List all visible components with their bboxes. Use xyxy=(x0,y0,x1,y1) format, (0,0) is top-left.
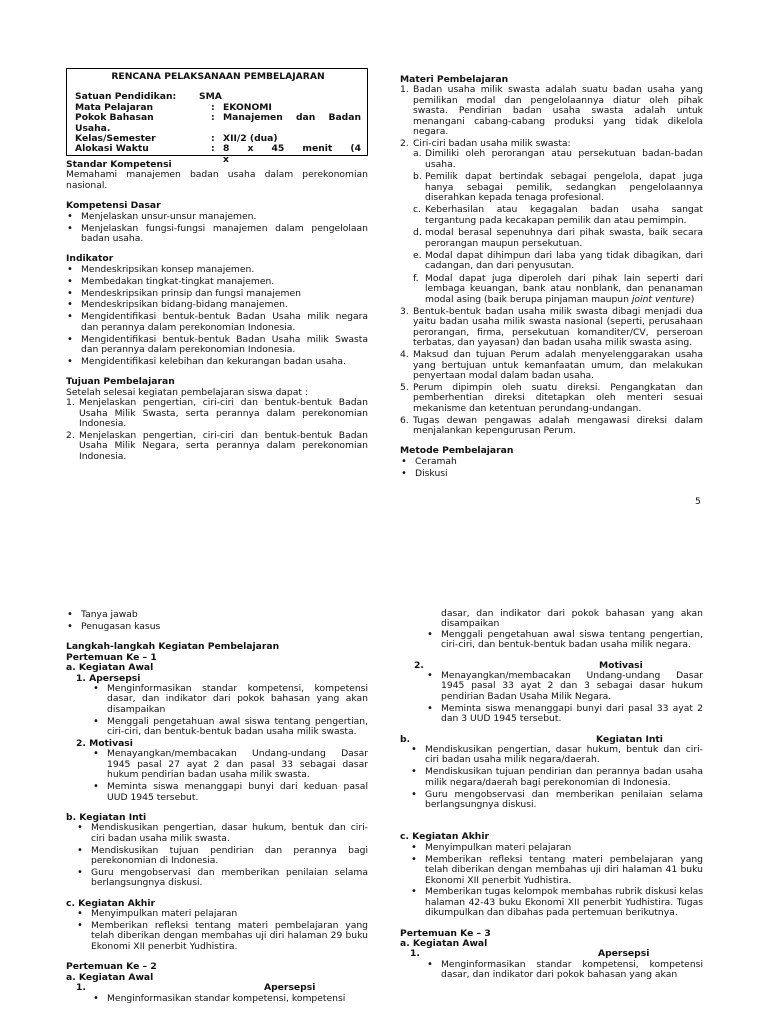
kegiatan-inti-2: b. Kegiatan Inti xyxy=(400,733,663,745)
list-item: • Menginformasikan standar kompetensi, kompetensi dasar, dan indikator dari pokok bahasan yang akan disampaikan xyxy=(92,684,368,715)
list-item: • Memberikan tugas kelompok membahas rubrik diskusi kelas halaman 42-43 buku Ekonomi XII penerbit Yudhistira. Tugas dikumpulkan dan dibahas pada pertemuan berikutnya. xyxy=(410,887,703,918)
list-item: • Menggali pengetahuan awal siswa tentang pengertian, ciri-ciri, dan bentuk-bentuk badan usaha milik negara. xyxy=(426,630,703,651)
list-item: 2. Menjelaskan pengertian, ciri-ciri dan bentuk-bentuk Badan Usaha Milik Negara, serta perannya dalam perekonomian Indonesia. xyxy=(66,429,368,462)
metode-title: Metode Pembelajaran xyxy=(400,445,514,457)
list-item: 1. Menjelaskan pengertian, ciri-ciri dan bentuk-bentuk Badan Usaha Milik Swasta, serta perannya dalam perekonomian Indonesia. xyxy=(66,397,368,430)
list-item: • Mengidentifikasi bentuk-bentuk Badan Usaha milik Swasta dan perannya dalam perekonomian Indonesia. xyxy=(66,335,368,356)
list-item: • Menginformasikan standar kompetensi, kompetensi xyxy=(92,994,368,1004)
rpp-row: Alokasi Waktu : 8 x 45 menit (4 x xyxy=(75,143,361,165)
apersepsi-3-list xyxy=(400,960,703,981)
list-item: 6. Tugas dewan pengawas adalah mengawasi direksi dalam menjalankan kepengurusan Perum. xyxy=(400,414,703,436)
page1-right-column xyxy=(400,75,703,485)
list-item: a. Dimiliki oleh perorangan atau persekutuan badan-badan usaha. xyxy=(413,148,703,170)
kegiatan-akhir: c. Kegiatan Akhir xyxy=(66,897,156,909)
kegiatan-awal-2: a. Kegiatan Awal xyxy=(66,971,154,983)
page2-right-column xyxy=(400,609,703,1024)
list-item: 1. Badan usaha milik swasta adalah suatu badan usaha yang pemilikan modal dan pengelolaannya diatur oleh pihak swasta. Pendirian badan usaha swasta adalah untuk menangani cabang-cabang produksi yang tidak dikelola negara. xyxy=(400,84,703,138)
langkah-title: Langkah-langkah Kegiatan Pembelajaran xyxy=(66,641,280,653)
page2-left-column xyxy=(66,610,368,1024)
sk-text: Memahami manajemen badan usaha dalam perekonomian nasional. xyxy=(66,169,368,191)
page-number: 5 xyxy=(695,496,701,507)
list-item: • Menayangkan/membacakan Undang-undang Dasar 1945 pasal 33 ayat 2 dan 3 sebagai dasar hukum pendirian Badan Usaha Milik Negara. xyxy=(426,671,703,702)
list-item: d. modal berasal sepenuhnya dari pihak swasta, baik secara perorangan maupun persekutuan. xyxy=(413,227,703,249)
list-item: 2. Ciri-ciri badan usaha milik swasta: a. Dimiliki oleh perorangan atau persekutuan badan-badan usaha. b. Pemilik dapat bertindak sebagai pengelola, dapat juga hanya sebagai pemilik, sedangkan pengelolaannya diserahkan kepada tenaga profesional. c. Keberhasilan atau kegagalan badan usaha sangat tergantung pada kecakapan pemilik dan atau pemimpin. d. modal berasal sepenuhnya dari pihak swasta, baik secara perorangan maupun persekutuan. e. Modal dapat dihimpun dari laba yang tidak dibagikan, dari cadangan, dan dari penyusutan. f. Modal dapat juga diperoleh dari pihak lain seperti dari lembaga keuangan, bank atau nonblank, dan penanaman modal asing (baik berupa pinjaman maupun joint venture) xyxy=(400,137,703,305)
list-item: • Menayangkan/membacakan Undang-undang Dasar 1945 pasal 27 ayat 2 dan pasal 33 sebagai dasar hukum pendirian badan usaha milik swasta. xyxy=(92,749,368,780)
tujuan-intro: Setelah selesai kegiatan pembelajaran siswa dapat : xyxy=(66,386,309,398)
pertemuan-2: Pertemuan Ke – 2 xyxy=(66,961,157,973)
apersepsi-cont-list xyxy=(400,630,703,651)
kegiatan-akhir-2: c. Kegiatan Akhir xyxy=(400,831,490,843)
motivasi-2: 2. Motivasi xyxy=(414,659,643,671)
kegiatan-awal-3: a. Kegiatan Awal xyxy=(400,938,488,950)
indikator-title: Indikator xyxy=(66,253,114,265)
list-item: b. Pemilik dapat bertindak sebagai pengelola, dapat juga hanya sebagai pemilik, sedangkan pengelolaannya diserahkan kepada tenaga profesional. xyxy=(413,171,703,203)
list-item: e. Modal dapat dihimpun dari laba yang tidak dibagikan, dari cadangan, dan dari penyusutan. xyxy=(413,250,703,272)
list-item: • Mengidentifikasi kelebihan dan kekurangan badan usaha. xyxy=(66,357,368,367)
apersepsi-cont: dasar, dan indikator dari pokok bahasan yang akan disampaikan xyxy=(441,608,703,630)
tujuan-list xyxy=(66,398,368,462)
metode-list xyxy=(400,457,703,479)
list-item: • Mendiskusikan tujuan pendirian dan perannya bagi perekonomian di Indonesia. xyxy=(76,846,368,867)
materi-list xyxy=(400,85,703,436)
motivasi-list xyxy=(66,749,368,803)
inti-2-list xyxy=(400,745,703,810)
apersepsi-2-list xyxy=(66,994,368,1004)
list-item: • Menggali pengetahuan awal siswa tentang pengertian, ciri-ciri, dan bentuk-bentuk badan usaha milik swasta. xyxy=(92,717,368,738)
rpp-row: Mata Pelajaran : EKONOMI xyxy=(75,101,272,113)
kd-title: Kompetensi Dasar xyxy=(66,200,161,212)
apersepsi-3: 1. Apersepsi xyxy=(410,948,650,960)
metode-list-cont xyxy=(66,610,368,632)
list-item: • Guru mengobservasi dan memberikan penilaian selama berlangsungnya diskusi. xyxy=(410,790,703,811)
akhir-2-list xyxy=(400,843,703,919)
list-item: • Memberikan refleksi tentang materi pembelajaran yang telah diberikan dengan membahas uji diri halaman 41 buku Ekonomi XII penerbit Yudhistira. xyxy=(410,855,703,886)
list-item: • Menginformasikan standar kompetensi, kompetensi dasar, dan indikator dari pokok bahasan yang akan xyxy=(426,960,703,981)
inti-list xyxy=(66,823,368,888)
list-item: • Mendiskusikan tujuan pendirian dan perannya badan usaha milik negara/daerah bagi perekonomian di Indonesia. xyxy=(410,767,703,788)
list-item: 5. Perum dipimpin oleh suatu direksi. Pengangkatan dan pemberhentian direksi ditetapkan oleh menteri sesuai mekanisme dan ketentuan perundang-undangan. xyxy=(400,381,703,414)
pertemuan-3: Pertemuan Ke – 3 xyxy=(400,927,491,939)
apersepsi-2: 1. Apersepsi xyxy=(76,982,316,994)
list-item: • Meminta siswa menanggapi bunyi dari keduan pasal UUD 1945 tersebut. xyxy=(92,782,368,803)
pertemuan-1: Pertemuan Ke – 1 xyxy=(66,651,157,663)
motivasi: 2. Motivasi xyxy=(76,737,133,749)
list-item: • Memberikan refleksi tentang materi pembelajaran yang telah diberikan dengan membahas uji diri halaman 29 buku Ekonomi XII penerbit Yudhistira. xyxy=(76,921,368,952)
list-item: • Diskusi xyxy=(400,469,703,479)
list-item: • Membedakan tingkat-tingkat manajemen. xyxy=(66,277,368,287)
list-item: • Meminta siswa menanggapi bunyi dari pasal 33 ayat 2 dan 3 UUD 1945 tersebut. xyxy=(426,704,703,725)
list-item: • Ceramah xyxy=(400,457,703,467)
list-item: • Menjelaskan fungsi-fungsi manajemen dalam pengelolaan badan usaha. xyxy=(66,224,368,245)
rpp-row: Kelas/Semester : XII/2 (dua) xyxy=(75,133,278,145)
list-item: • Mendeskripsikan prinsip dan fungsi manajemen xyxy=(66,289,368,299)
rpp-title: RENCANA PELAKSANAAN PEMBELAJARAN xyxy=(111,71,325,82)
list-item: • Menyimpulkan materi pelajaran xyxy=(76,909,368,919)
list-item: • Tanya jawab xyxy=(66,610,368,620)
kd-list xyxy=(66,212,368,245)
rpp-row: Pokok Bahasan : Manajemen dan Badan Usaha. xyxy=(75,112,361,134)
list-item: c. Keberhasilan atau kegagalan badan usaha sangat tergantung pada kecakapan pemilik dan atau pemimpin. xyxy=(413,204,703,226)
list-item: • Mendeskripsikan bidang-bidang manajemen. xyxy=(66,300,368,310)
indikator-list xyxy=(66,265,368,368)
list-item: • Mendeskripsikan konsep manajemen. xyxy=(66,265,368,275)
ciri-list xyxy=(413,149,703,305)
list-item: • Penugasan kasus xyxy=(66,622,368,632)
apersepsi-list xyxy=(66,684,368,738)
materi-title: Materi Pembelajaran xyxy=(400,74,509,85)
akhir-list xyxy=(66,909,368,952)
list-item: • Mendiskusikan pengertian, dasar hukum, bentuk dan ciri-ciri badan usaha milik swasta. xyxy=(76,823,368,844)
motivasi-2-list xyxy=(400,671,703,725)
tujuan-title: Tujuan Pembelajaran xyxy=(66,376,175,388)
list-item: • Menjelaskan unsur-unsur manajemen. xyxy=(66,212,368,222)
page1-left-column xyxy=(66,160,368,480)
list-item: • Mendiskusikan pengertian, dasar hukum, bentuk dan ciri-ciri badan usaha milik negara/daerah. xyxy=(410,745,703,766)
apersepsi: 1. Apersepsi xyxy=(76,672,141,684)
kegiatan-inti: b. Kegiatan Inti xyxy=(66,811,147,823)
kegiatan-awal: a. Kegiatan Awal xyxy=(66,662,154,674)
list-item: • Mengidentifikasi bentuk-bentuk Badan Usaha milik negara dan perannya dalam perekonomian Indonesia. xyxy=(66,312,368,333)
list-item: 4. Maksud dan tujuan Perum adalah menyelenggarakan usaha yang bertujuan untuk kemanfaatan umum, dan melakukan penyertaan modal dalam badan usaha. xyxy=(400,349,703,381)
list-item: • Menyimpulkan materi pelajaran xyxy=(410,843,703,853)
list-item: f. Modal dapat juga diperoleh dari pihak lain seperti dari lembaga keuangan, bank atau nonblank, dan penanaman modal asing (baik berupa pinjaman maupun joint venture) xyxy=(413,272,703,305)
rpp-row: Satuan Pendidikan: SMA xyxy=(75,91,222,103)
list-item: • Guru mengobservasi dan memberikan penilaian selama berlangsungnya diskusi. xyxy=(76,868,368,889)
list-item: 3. Bentuk-bentuk badan usaha milik swasta dibagi menjadi dua yaitu badan usaha milik swasta nasional (seperti, perusahaan perorangan, firma, persekutuan komanditer/CV, perseroan terbatas, dan yayasan) dan badan usaha milik swasta asing. xyxy=(400,306,703,349)
sk-title: Standar Kompetensi xyxy=(66,159,172,170)
